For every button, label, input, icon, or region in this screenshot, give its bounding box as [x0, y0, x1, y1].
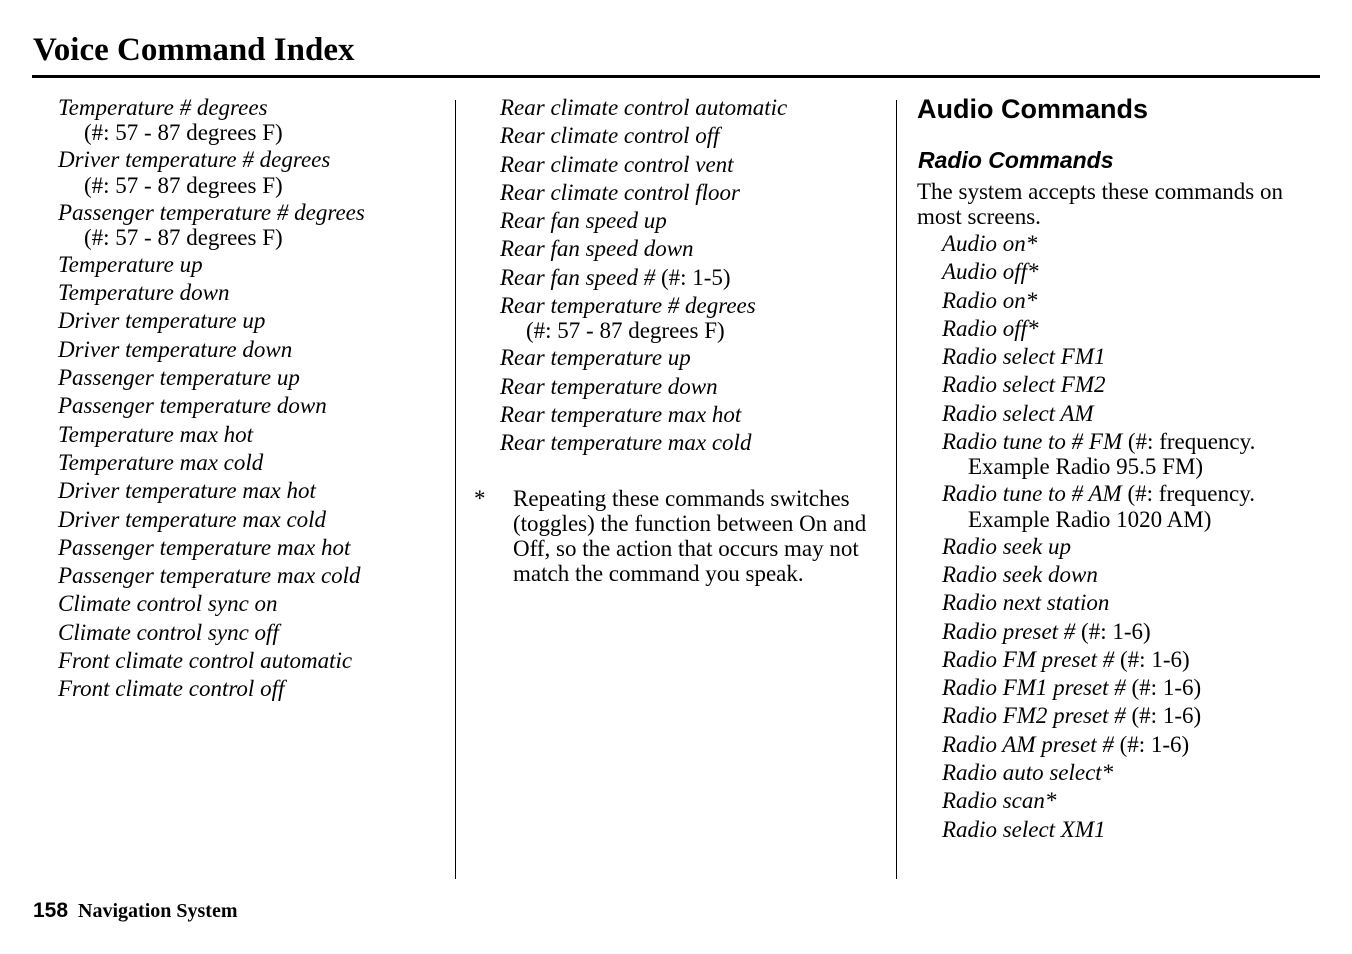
command-item — [942, 702, 1337, 730]
command-text: Audio on* — [942, 231, 1038, 256]
command-text: Rear temperature up — [500, 345, 691, 371]
book-title: Navigation System — [78, 900, 238, 922]
command-text: Passenger temperature max hot — [58, 534, 351, 560]
command-text: Temperature max cold — [58, 449, 264, 475]
command-item — [942, 287, 1337, 315]
command-item — [500, 207, 890, 235]
command-item — [942, 230, 1337, 258]
command-text: Driver temperature max cold — [58, 506, 327, 532]
command-text: Radio AM preset # — [942, 731, 1114, 757]
command-text: Rear fan speed up — [500, 208, 667, 234]
command-text: Radio tune to # FM — [942, 429, 1123, 455]
command-text: Audio off* — [942, 259, 1039, 285]
command-text: Passenger temperature up — [58, 365, 300, 391]
command-text: Rear climate control off — [500, 123, 720, 149]
command-item — [500, 122, 890, 150]
command-text: Radio select FM2 — [942, 372, 1106, 398]
command-text: Passenger temperature # degrees — [58, 199, 365, 225]
command-range: (#: 1-6) — [1125, 675, 1202, 701]
command-text: Rear climate control automatic — [500, 95, 788, 120]
title-rule — [32, 75, 1320, 78]
command-text: Radio seek down — [942, 561, 1098, 587]
command-text: Passenger temperature max cold — [58, 563, 361, 589]
command-item — [500, 264, 890, 292]
footnote-text: Repeating these commands switches (toggles) the function between On and Off, so the action that occurs may not match the command you speak. — [513, 486, 867, 586]
command-item — [500, 429, 890, 457]
command-text: Rear temperature down — [500, 373, 718, 399]
page-number: 158 — [33, 899, 69, 922]
page-title: Voice Command Index — [33, 32, 355, 68]
command-item — [58, 279, 448, 307]
command-text: Temperature max hot — [58, 421, 254, 447]
command-item — [942, 589, 1337, 617]
command-text: Temperature # degrees — [58, 95, 268, 120]
command-range: (#: 57 - 87 degrees F) — [84, 172, 283, 198]
command-text: Driver temperature up — [58, 308, 266, 334]
command-item — [58, 199, 448, 250]
command-item — [942, 533, 1337, 561]
command-list-column-2 — [500, 94, 890, 458]
command-text: Radio off* — [942, 315, 1039, 341]
section-heading: Audio Commands — [917, 94, 1149, 124]
command-item — [58, 477, 448, 505]
command-text: Temperature down — [58, 280, 230, 306]
command-item — [500, 373, 890, 401]
command-item — [58, 421, 448, 449]
command-item — [58, 307, 448, 335]
command-item — [58, 619, 448, 647]
command-item — [58, 449, 448, 477]
command-item — [58, 94, 448, 145]
sub-heading: Radio Commands — [918, 147, 1114, 173]
command-text: Rear climate control floor — [500, 179, 740, 205]
command-text: Passenger temperature down — [58, 393, 327, 419]
command-range: (#: 1-5) — [655, 264, 731, 290]
command-range: (#: 57 - 87 degrees F) — [84, 120, 283, 146]
command-item — [500, 94, 890, 122]
command-item — [942, 371, 1337, 399]
command-item — [58, 675, 448, 703]
command-text: Radio on* — [942, 287, 1038, 313]
command-item — [942, 646, 1337, 674]
command-item — [58, 647, 448, 675]
column-divider — [896, 100, 897, 879]
command-text: Climate control sync off — [58, 619, 279, 645]
command-list-column-1 — [58, 94, 448, 704]
command-text: Front climate control off — [58, 676, 285, 702]
command-list-column-3 — [942, 230, 1337, 844]
command-text: Radio preset # — [942, 618, 1076, 644]
command-item — [942, 428, 1337, 479]
command-text: Radio scan* — [942, 788, 1057, 814]
command-text: Radio FM1 preset # — [942, 675, 1126, 701]
footnote-mark: * — [474, 486, 486, 511]
command-item — [942, 258, 1337, 286]
command-item — [500, 151, 890, 179]
command-item — [942, 787, 1337, 815]
command-item — [58, 506, 448, 534]
command-range: (#: 1-6) — [1125, 703, 1202, 729]
command-item — [942, 400, 1337, 428]
command-item — [500, 344, 890, 372]
command-item — [942, 759, 1337, 787]
command-range: (#: 1-6) — [1075, 618, 1151, 644]
command-text: Radio select AM — [942, 400, 1094, 426]
command-item — [58, 251, 448, 279]
command-text: Front climate control automatic — [58, 648, 353, 674]
command-text: Rear temperature max hot — [500, 401, 742, 427]
command-text: Rear fan speed down — [500, 236, 694, 262]
command-range: (#: frequency. — [1122, 429, 1256, 455]
column-divider — [455, 100, 456, 879]
command-item — [942, 731, 1337, 759]
command-text: Rear temperature max cold — [500, 430, 752, 456]
command-item — [942, 674, 1337, 702]
command-item — [942, 480, 1337, 531]
command-item — [58, 336, 448, 364]
command-item — [58, 364, 448, 392]
command-text: Radio select XM1 — [942, 816, 1106, 842]
command-range: (#: frequency. — [1121, 481, 1255, 507]
command-text: Radio seek up — [942, 533, 1072, 559]
command-item — [942, 343, 1337, 371]
command-item — [942, 561, 1337, 589]
command-item — [942, 618, 1337, 646]
command-text: Rear climate control vent — [500, 151, 734, 177]
command-text: Temperature up — [58, 251, 203, 277]
command-text: Radio FM2 preset # — [942, 703, 1126, 729]
command-item — [500, 235, 890, 263]
command-text: Radio auto select* — [942, 760, 1114, 786]
command-text: Radio FM preset # — [942, 646, 1115, 672]
command-item — [500, 179, 890, 207]
command-item — [942, 816, 1337, 844]
command-item — [942, 315, 1337, 343]
command-item — [58, 562, 448, 590]
command-range: (#: 57 - 87 degrees F) — [526, 318, 725, 344]
command-item — [500, 401, 890, 429]
command-range: (#: 1-6) — [1114, 646, 1190, 672]
command-range: Example Radio 1020 AM) — [968, 506, 1212, 532]
command-text: Driver temperature down — [58, 336, 293, 362]
command-text: Driver temperature max hot — [58, 478, 316, 504]
command-item — [500, 292, 890, 343]
command-text: Climate control sync on — [58, 591, 278, 617]
command-text: Rear temperature # degrees — [500, 293, 756, 319]
command-item — [58, 590, 448, 618]
intro-text: The system accepts these commands on most screens. — [917, 179, 1283, 229]
command-range: (#: 57 - 87 degrees F) — [84, 224, 283, 250]
command-text: Driver temperature # degrees — [58, 147, 331, 173]
command-item — [58, 534, 448, 562]
command-item — [58, 392, 448, 420]
command-text: Radio select FM1 — [942, 344, 1106, 370]
command-text: Rear fan speed # — [500, 264, 656, 290]
command-text: Radio tune to # AM — [942, 481, 1122, 507]
page-footer — [33, 898, 238, 926]
command-range: (#: 1-6) — [1113, 731, 1190, 757]
command-item — [58, 146, 448, 197]
footnote — [474, 486, 894, 586]
command-range: Example Radio 95.5 FM) — [968, 454, 1204, 480]
command-text: Radio next station — [942, 590, 1110, 616]
